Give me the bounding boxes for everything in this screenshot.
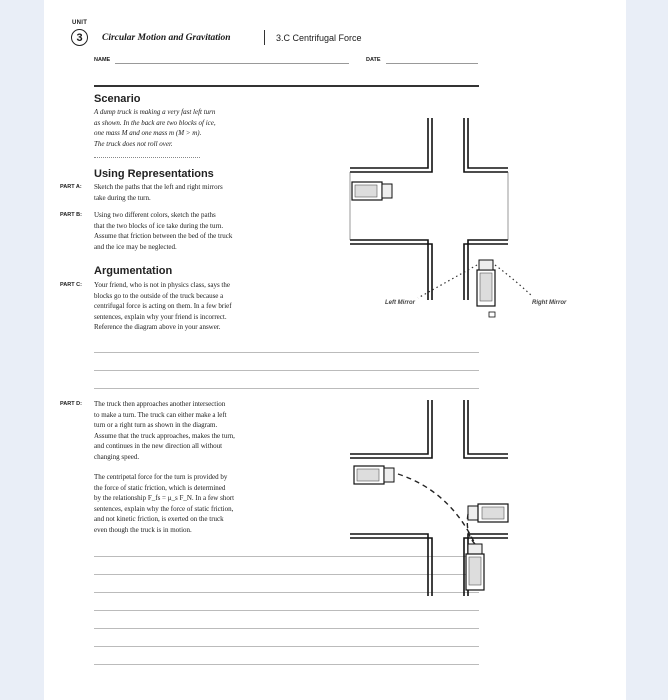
part-b-line: Using two different colors, sketch the paths [94,211,216,219]
scenario-line: A dump truck is making a very fast left turn [94,108,216,116]
scenario-line: The truck does not roll over. [94,139,173,148]
answer-line[interactable] [94,646,479,647]
truck-icon [477,260,495,317]
part-b-line: Assume that friction between the bed of the truck [94,232,233,240]
part-c-line: Reference the diagram above in your answer. [94,323,221,331]
part-d-line: turn or a right turn as shown in the diagram. [94,421,218,429]
part-d-line: sentences, explain why the force of static friction, [94,504,234,513]
part-d-line: and continues in the new direction all without [94,442,223,450]
part-d-text-2 [94,472,294,535]
part-c-text [94,280,294,333]
part-b-line: and the ice may be neglected. [94,242,177,251]
unit-label: UNIT [72,20,88,26]
part-d-line: The centripetal force for the turn is provided by [94,473,228,481]
part-d-line: by the relationship F_fs = μ_s F_N. In a few short [94,494,235,502]
answer-line[interactable] [94,388,479,389]
part-a-label: PART A: [60,184,82,190]
truck-icon [352,182,392,200]
truck-icon [354,466,394,484]
truck-icon [466,544,484,590]
part-b-text [94,210,294,252]
intersection-diagram-left-turn [340,100,540,330]
scenario-text [94,107,269,149]
representations-heading: Using Representations [94,168,214,180]
part-b-label: PART B: [60,212,82,218]
mirror-sight-lines [418,265,532,298]
right-mirror-label: Right Mirror [532,300,567,306]
left-mirror-label: Left Mirror [385,300,415,306]
name-field[interactable] [115,63,349,64]
part-d-line: changing speed. [94,452,140,461]
part-d-label: PART D: [60,401,82,407]
answer-line[interactable] [94,370,479,371]
dotted-divider [94,157,200,158]
unit-number-badge: 3 [71,29,88,46]
scenario-heading: Scenario [94,93,141,105]
part-d-text-1 [94,399,294,462]
part-c-label: PART C: [60,282,82,288]
part-c-line: sentences, explain why your friend is incorrect. [94,312,227,321]
part-a-text [94,182,294,203]
truck-icon [468,504,508,522]
date-label: DATE [366,57,381,63]
answer-line[interactable] [94,628,479,629]
date-field[interactable] [386,63,478,64]
part-d-line: Assume that the truck approaches, makes the turn, [94,431,235,440]
lesson-title: 3.C Centrifugal Force [276,33,362,43]
part-a-line: take during the turn. [94,193,151,202]
part-c-line: Your friend, who is not in physics class, says the [94,281,230,289]
intersection-diagram-turn-options [340,396,540,616]
chapter-title: Circular Motion and Gravitation [102,33,231,43]
argumentation-heading: Argumentation [94,265,173,277]
answer-line[interactable] [94,352,479,353]
part-d-line: and not kinetic friction, is exerted on the truck [94,515,224,523]
part-a-line: Sketch the paths that the left and right mirrors [94,183,223,191]
section-rule [94,85,479,87]
part-d-line: The truck then approaches another intersection [94,400,226,408]
answer-line[interactable] [94,664,479,665]
scenario-line: as shown. In the back are two blocks of ice, [94,118,216,127]
name-label: NAME [94,57,111,63]
scenario-line: one mass M and one mass m (M > m). [94,129,202,137]
part-d-line: to make a turn. The truck can either make a left [94,410,227,419]
part-c-line: centrifugal force is acting on them. In a few brief [94,302,232,310]
part-d-line: the force of static friction, which is determined [94,483,226,492]
part-d-line: even though the truck is in motion. [94,525,192,534]
part-b-line: that the two blocks of ice take during the turn. [94,221,224,230]
part-c-line: blocks go to the outside of the truck because a [94,291,224,300]
header-divider [264,30,265,45]
